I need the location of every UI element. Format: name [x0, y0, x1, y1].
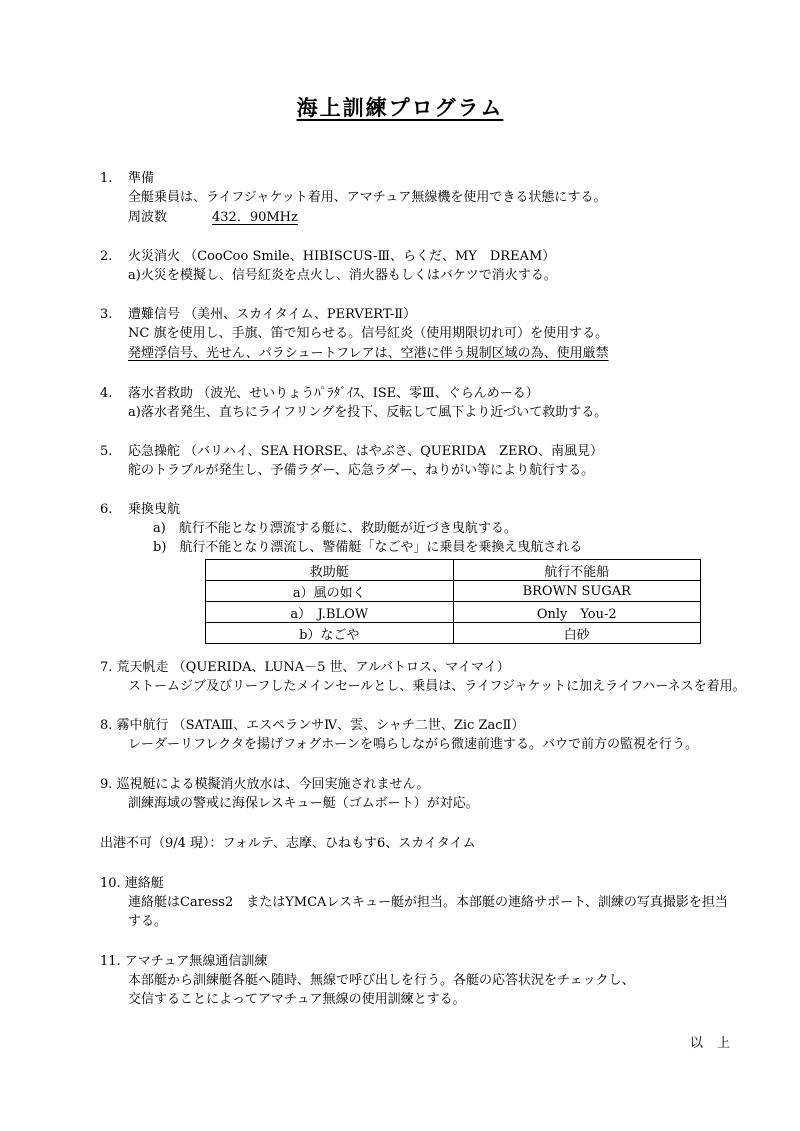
- section-5-number: 5.: [100, 444, 113, 459]
- section-9-text: 訓練海域の警戒に海保レスキュー艇（ゴムボート）が対応。: [128, 796, 479, 811]
- section-8-text: レーダーリフレクタを揚げフォグホーンを鳴らしながら微速前進する。バウで前方の監視を行う。: [128, 737, 699, 752]
- section-10-text: 連絡艇はCaress2 またはYMCAレスキュー艇が担当。本部艇の連絡サポート、訓練の写真撮影を担当: [128, 895, 728, 910]
- section-11-heading: 11. アマチュア無線通信訓練: [100, 954, 268, 969]
- section-1-number: 1.: [100, 171, 113, 186]
- section-6-item-a: a) 航行不能となり漂流する艇に、救助艇が近づき曳航する。: [153, 521, 517, 536]
- closing-mark: 以上: [690, 1036, 745, 1051]
- section-2-number: 2.: [100, 249, 113, 264]
- section-4-number: 4.: [100, 386, 113, 401]
- table-header-row: [206, 560, 701, 581]
- table-header-cell: 救助艇: [206, 560, 454, 581]
- section-9-heading: 9. 巡視艇による模擬消火放水は、今回実施されません。: [100, 777, 430, 792]
- section-4-heading: 落水者救助 （波光、せいりょうﾊﾟﾗﾀﾞｲｽ、ISE、零Ⅲ、ぐらんめーる）: [128, 386, 539, 401]
- table-row: [206, 623, 701, 644]
- section-3-text: NC 旗を使用し、手旗、笛で知らせる。信号紅炎（使用期限切れ可）を使用する。: [128, 326, 609, 341]
- section-6-item-b: b) 航行不能となり漂流し、警備艇「なごや」に乗員を乗換え曳航される: [153, 540, 583, 555]
- section-5-heading: 応急操舵 （バリハイ、SEA HORSE、はやぶさ、QUERIDA ZERO、南風見）: [128, 444, 603, 459]
- section-6-number: 6.: [100, 502, 113, 517]
- section-7-text: ストームジブ及びリーフしたメインセールとし、乗員は、ライフジャケットに加えライフハーネスを着用。: [128, 679, 746, 694]
- table-cell: a）風の如く: [206, 581, 454, 602]
- table-cell: 白砂: [453, 623, 701, 644]
- frequency-label: 周波数: [128, 210, 168, 225]
- section-11-text: 本部艇から訓練艇各艇へ随時、無線で呼び出しを行う。各艇の応答状況をチェックし、: [128, 973, 635, 988]
- section-5-text: 舵のトラブルが発生し、予備ラダー、応急ラダー、ねりがい等により航行する。: [128, 463, 595, 478]
- section-2-heading: 火災消火 （CooCoo Smile、HIBISCUS-Ⅲ、らくだ、MY DREAM）: [128, 249, 556, 264]
- section-10-heading: 10. 連絡艇: [100, 876, 164, 891]
- section-8-heading: 8. 霧中航行 （SATAⅢ、エスペランサⅣ、雲、シャチ二世、Zic ZacⅡ）: [100, 718, 525, 733]
- departure-note: 出港不可（9/4 現）：フォルテ、志摩、ひねもす6、スカイタイム: [100, 836, 476, 851]
- section-10-text-cont: する。: [128, 914, 168, 929]
- table-cell: Only You-2: [453, 602, 701, 623]
- section-4-text: a)落水者発生、直ちにライフリングを投下、反転して風下より近づいて救助する。: [128, 405, 608, 420]
- table-cell: b）なごや: [206, 623, 454, 644]
- section-6-heading: 乗換曳航: [128, 502, 181, 517]
- section-1-text: 全艇乗員は、ライフジャケット着用、アマチュア無線機を使用できる状態にする。: [128, 190, 607, 205]
- table-row: [206, 581, 701, 602]
- section-7-heading: 7. 荒天帆走 （QUERIDA、LUNA－5 世、アルバトロス、マイマイ）: [100, 660, 510, 675]
- section-3-number: 3.: [100, 307, 113, 322]
- section-3-warning: 発煙浮信号、光せん、パラシュートフレアは、空港に伴う規制区域の為、使用厳禁: [128, 346, 609, 361]
- table-cell: BROWN SUGAR: [453, 581, 701, 602]
- section-1-heading: 準備: [128, 171, 155, 186]
- section-3-heading: 遭難信号 （美州、スカイタイム、PERVERT-Ⅱ）: [128, 307, 417, 322]
- table-row: [206, 602, 701, 623]
- section-2-text: a)火災を模擬し、信号紅炎を点火し、消火器もしくはバケツで消火する。: [128, 268, 557, 283]
- rescue-table: [205, 559, 701, 644]
- section-11-text-cont: 交信することによってアマチュア無線の使用訓練とする。: [128, 992, 466, 1007]
- document-title: 海上訓練プログラム: [296, 96, 504, 120]
- table-cell: a） J.BLOW: [206, 602, 454, 623]
- frequency-value: 432．90MHz: [212, 210, 298, 225]
- table-header-cell: 航行不能船: [453, 560, 701, 581]
